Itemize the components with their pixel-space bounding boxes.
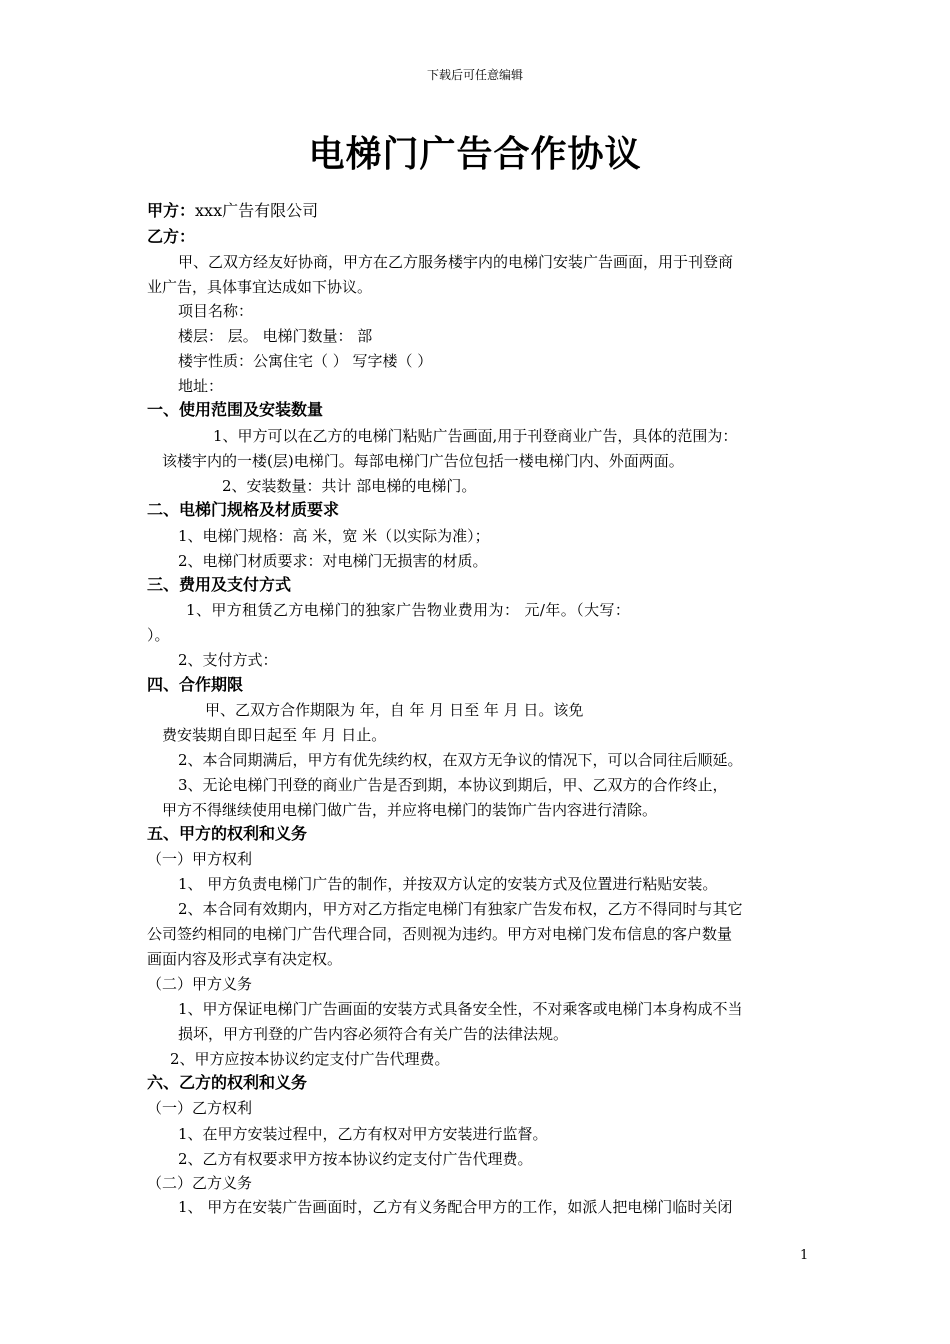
- text-line: 1、在甲方安装过程中，乙方有权对甲方安装进行监督。: [178, 1125, 548, 1143]
- party-a-name: xxx广告有限公司: [195, 201, 319, 220]
- text-line: 画面内容及形式享有决定权。: [147, 950, 343, 968]
- text-line: 损坏，甲方刊登的广告内容必须符合有关广告的法律法规。: [178, 1025, 569, 1043]
- intro-line-2: 业广告，具体事宜达成如下协议。: [147, 278, 373, 296]
- text-line: 费安装期自即日起至 年 月 日止。: [162, 726, 387, 744]
- text-line: 1、甲方保证电梯门广告画面的安装方式具备安全性，不对乘客或电梯门本身构成不当: [178, 1000, 743, 1018]
- page-header: 下载后可任意编辑: [426, 68, 523, 82]
- subsection-heading: （二）乙方义务: [147, 1174, 253, 1192]
- document-title: 电梯门广告合作协议: [308, 134, 642, 175]
- project-name-line: 项目名称：: [178, 302, 254, 320]
- building-type-line: 楼宇性质：公寓住宅（ ） 写字楼（ ）: [178, 352, 433, 370]
- text-line: 2、本合同有效期内，甲方对乙方指定电梯门有独家广告发布权，乙方不得同时与其它: [178, 900, 743, 918]
- section-heading-2: 二、电梯门规格及材质要求: [147, 500, 340, 519]
- subsection-heading: （二）甲方义务: [147, 975, 253, 993]
- subsection-heading: （一）乙方权利: [147, 1099, 253, 1117]
- party-a-label: 甲方：: [147, 201, 196, 220]
- party-b-label: 乙方：: [147, 227, 196, 246]
- text-line: 2、电梯门材质要求：对电梯门无损害的材质。: [178, 552, 488, 570]
- intro-line-1: 甲、乙双方经友好协商，甲方在乙方服务楼宇内的电梯门安装广告画面，用于刊登商: [178, 253, 734, 271]
- text-line: 1、 甲方在安装广告画面时，乙方有义务配合甲方的工作，如派人把电梯门临时关闭: [178, 1198, 733, 1216]
- text-line: 2、乙方有权要求甲方按本协议约定支付广告代理费。: [178, 1150, 533, 1168]
- text-line: 甲方不得继续使用电梯门做广告，并应将电梯门的装饰广告内容进行清除。: [162, 801, 658, 819]
- text-line: 3、无论电梯门刊登的商业广告是否到期，本协议到期后，甲、乙双方的合作终止，: [178, 776, 728, 794]
- text-line: 1、甲方可以在乙方的电梯门粘贴广告画面,用于刊登商业广告，具体的范围为：: [213, 427, 738, 445]
- section-heading-5: 五、甲方的权利和义务: [147, 824, 308, 843]
- text-line: 1、 甲方负责电梯门广告的制作，并按双方认定的安装方式及位置进行粘贴安装。: [178, 875, 718, 893]
- party-b-line: [147, 227, 195, 247]
- floor-line: 楼层： 层。 电梯门数量： 部: [178, 327, 373, 345]
- subsection-heading: （一）甲方权利: [147, 850, 253, 868]
- text-line: ）。: [147, 626, 170, 644]
- page-number: 1: [800, 1248, 809, 1263]
- text-line: 1、电梯门规格：高 米，宽 米（以实际为准）；: [178, 527, 490, 545]
- section-heading-4: 四、合作期限: [147, 675, 244, 694]
- text-line: 2、本合同期满后，甲方有优先续约权，在双方无争议的情况下，可以合同往后顺延。: [178, 751, 743, 769]
- text-line: 甲、乙双方合作期限为 年，自 年 月 日至 年 月 日。该免: [205, 701, 584, 719]
- section-heading-3: 三、费用及支付方式: [147, 575, 292, 594]
- text-line: 2、安装数量：共计 部电梯的电梯门。: [222, 477, 477, 495]
- section-heading-1: 一、使用范围及安装数量: [147, 400, 324, 419]
- text-line: 该楼宇内的一楼(层)电梯门。每部电梯门广告位包括一楼电梯门内、外面两面。: [162, 452, 684, 470]
- section-heading-6: 六、乙方的权利和义务: [147, 1073, 308, 1092]
- text-line: 1、甲方租赁乙方电梯门的独家广告物业费用为： 元/年。（大写：: [186, 601, 631, 619]
- text-line: 公司签约相同的电梯门广告代理合同，否则视为违约。甲方对电梯门发布信息的客户数量: [147, 925, 733, 943]
- address-line: 地址：: [178, 377, 224, 395]
- text-line: 2、甲方应按本协议约定支付广告代理费。: [170, 1050, 450, 1068]
- party-a-line: [147, 201, 318, 221]
- text-line: 2、支付方式：: [178, 651, 278, 669]
